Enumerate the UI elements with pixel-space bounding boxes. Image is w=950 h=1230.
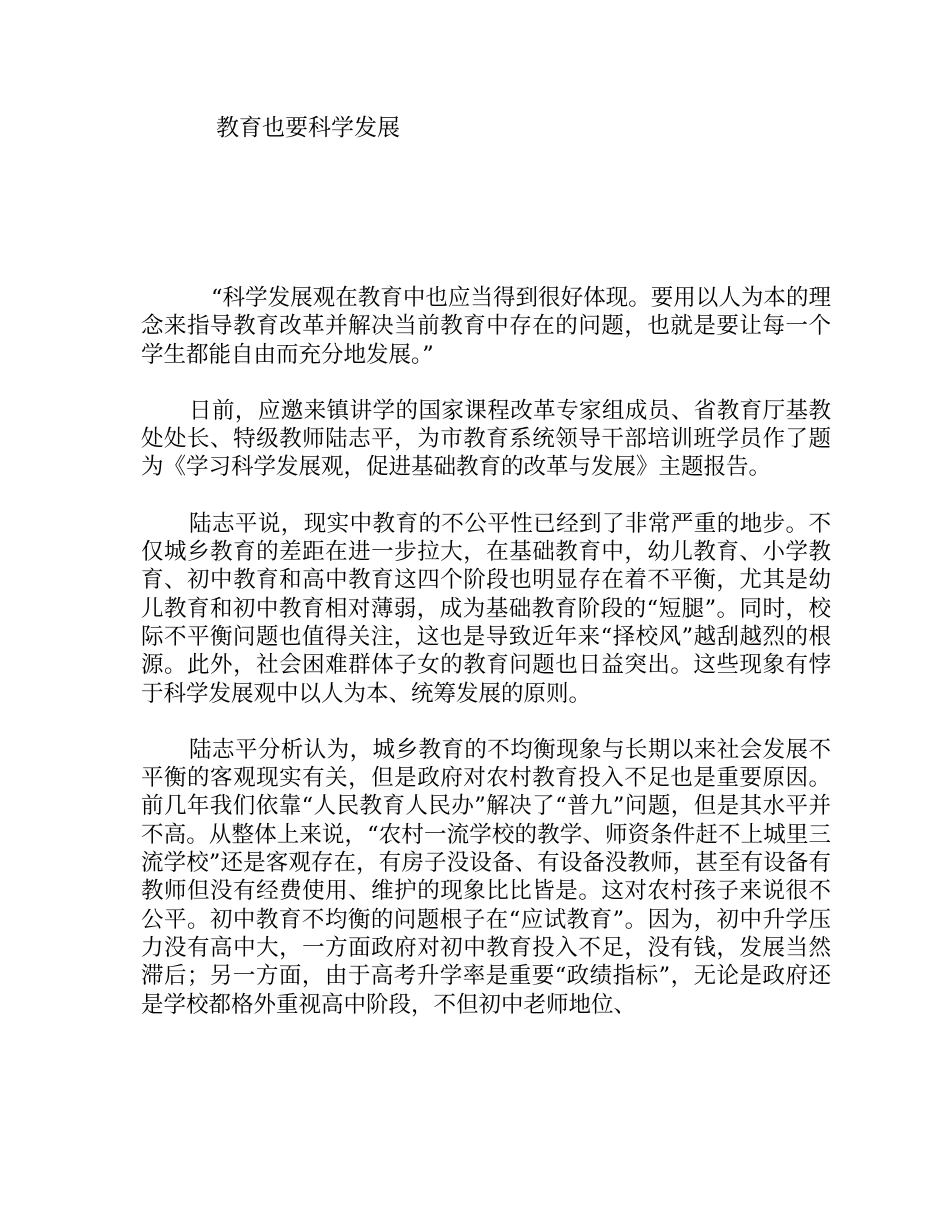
paragraph-inequity: 陆志平说，现实中教育的不公平性已经到了非常严重的地步。不仅城乡教育的差距在进一步拉大，在基础教育中，幼儿教育、小学教育、初中教育和高中教育这四个阶段也明显存在着不平衡，尤其是幼儿教育和初中教育相对薄弱，成为基础教育阶段的“短腿”。同时，校际不平衡问题也值得关注，这也是导致近年来“择校风”越刮越烈的根源。此外，社会困难群体子女的教育问题也日益突出。这些现象有悖于科学发展观中以人为本、统筹发展的原则。 bbox=[141, 510, 831, 707]
paragraph-quote: “科学发展观在教育中也应当得到很好体现。要用以人为本的理念来指导教育改革并解决当前教育中存在的问题，也就是要让每一个学生都能自由而充分地发展。” bbox=[141, 285, 831, 368]
paragraph-lecture-intro: 日前，应邀来镇讲学的国家课程改革专家组成员、省教育厅基教处处长、特级教师陆志平，为市教育系统领导干部培训班学员作了题为《学习科学发展观，促进基础教育的改革与发展》主题报告。 bbox=[141, 397, 831, 481]
document-body bbox=[141, 284, 831, 1047]
paragraph-analysis: 陆志平分析认为，城乡教育的不均衡现象与长期以来社会发展不平衡的客观现实有关，但是政府对农村教育投入不足也是重要原因。前几年我们依靠“人民教育人民办”解决了“普九”问题，但是其水平并不高。从整体上来说，“农村一流学校的教学、师资条件赶不上城里三流学校”还是客观存在，有房子没设备、有设备没教师，甚至有设备有教师但没有经费使用、维护的现象比比皆是。这对农村孩子来说很不公平。初中教育不均衡的问题根子在“应试教育”。因为，初中升学压力没有高中大，一方面政府对初中教育投入不足，没有钱，发展当然滞后；另一方面，由于高考升学率是重要“政绩指标”，无论是政府还是学校都格外重视高中阶段，不但初中老师地位、 bbox=[141, 736, 831, 1018]
document-title: 教育也要科学发展 bbox=[216, 115, 400, 141]
